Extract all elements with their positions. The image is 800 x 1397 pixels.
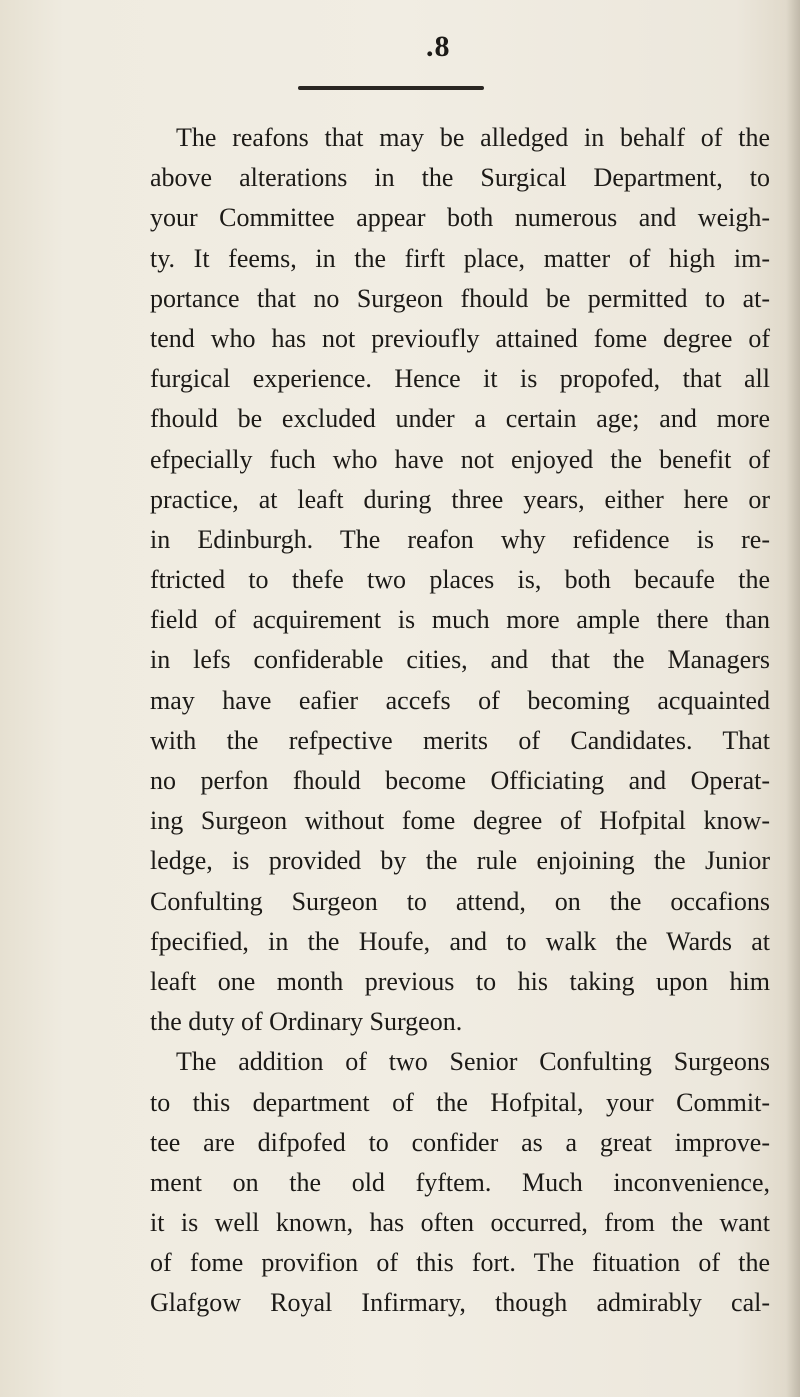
- text-line: Confulting Surgeon to attend, on the occafions: [150, 886, 770, 916]
- page-edge-shadow: [786, 0, 800, 1397]
- text-line: ing Surgeon without fome degree of Hofpital know-: [150, 806, 770, 836]
- body-text: [150, 118, 770, 1324]
- text-line: fhould be excluded under a certain age; and more: [150, 404, 770, 434]
- text-line: ty. It feems, in the firft place, matter of high im-: [150, 243, 770, 273]
- text-line: field of acquirement is much more ample there than: [150, 605, 770, 635]
- text-line: portance that no Surgeon fhould be permitted to at-: [150, 283, 770, 313]
- text-line: leaft one month previous to his taking upon him: [150, 966, 770, 996]
- page-number: .8: [426, 30, 451, 63]
- text-line: above alterations in the Surgical Department, to: [150, 163, 770, 193]
- text-line: in lefs confiderable cities, and that the Managers: [150, 645, 770, 675]
- text-line: of fome provifion of this fort. The fituation of the: [150, 1248, 770, 1278]
- text-line: with the refpective merits of Candidates. That: [150, 725, 770, 755]
- text-line: The addition of two Senior Confulting Surgeons: [176, 1047, 770, 1077]
- text-line: ftricted to thefe two places is, both becaufe the: [150, 565, 770, 595]
- text-line: efpecially fuch who have not enjoyed the benefit of: [150, 444, 770, 474]
- text-line: tend who has not previoufly attained fome degree of: [150, 323, 770, 353]
- text-line: ledge, is provided by the rule enjoining the Junior: [150, 846, 770, 876]
- text-line: to this department of the Hofpital, your Commit-: [150, 1087, 770, 1117]
- text-line: may have eafier accefs of becoming acquainted: [150, 685, 770, 715]
- text-line: practice, at leaft during three years, either here or: [150, 484, 770, 514]
- text-line: it is well known, has often occurred, from the want: [150, 1208, 770, 1238]
- text-line: fpecified, in the Houfe, and to walk the Wards at: [150, 926, 770, 956]
- text-line: furgical experience. Hence it is propofed, that all: [150, 364, 770, 394]
- text-line: Glafgow Royal Infirmary, though admirably cal-: [150, 1288, 770, 1318]
- text-line: The reafons that may be alledged in behalf of the: [176, 123, 770, 152]
- header-rule: [298, 86, 484, 90]
- text-line: the duty of Ordinary Surgeon.: [150, 1007, 463, 1037]
- text-line: tee are difpofed to confider as a great improve-: [150, 1127, 770, 1157]
- text-line: no perfon fhould become Officiating and Operat-: [150, 766, 770, 795]
- text-line: ment on the old fyftem. Much inconvenience,: [150, 1167, 770, 1197]
- text-line: your Committee appear both numerous and weigh-: [150, 203, 770, 233]
- text-line: in Edinburgh. The reafon why refidence is re-: [150, 524, 770, 554]
